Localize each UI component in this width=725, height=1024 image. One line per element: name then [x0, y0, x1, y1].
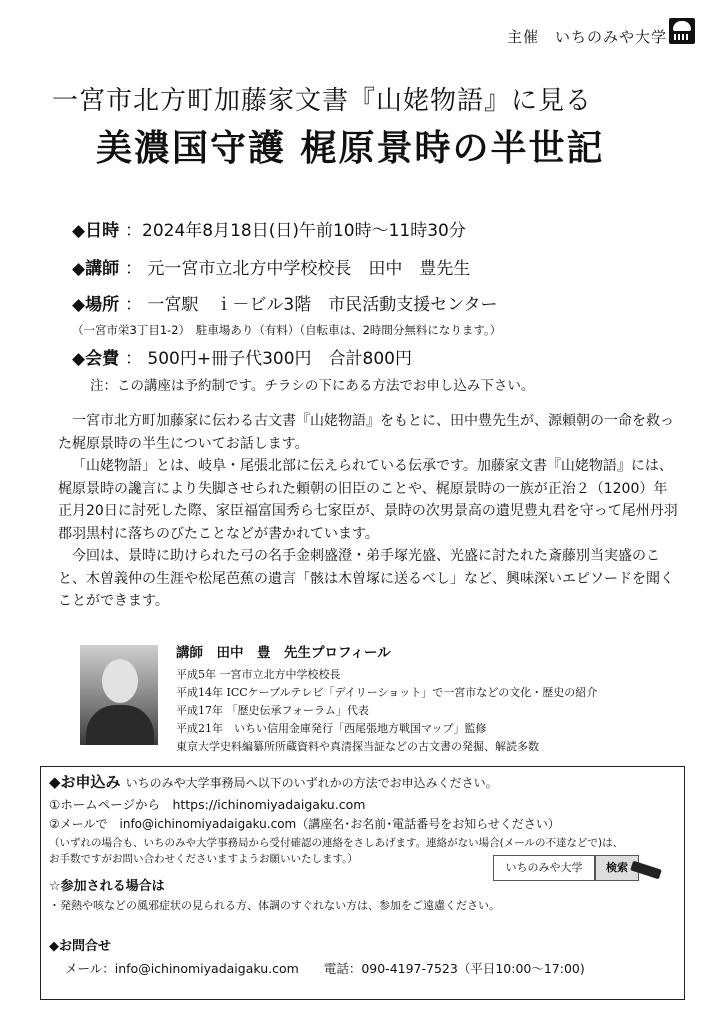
organizer-label: 主催 いちのみや大学 [506, 28, 667, 46]
place-note: （一宮市栄3丁目1-2） 駐車場あり（有料）（自転車は、2時間分無料になります。） [72, 323, 502, 337]
participation-heading: ☆参加される場合は [49, 879, 165, 894]
place-row [72, 290, 498, 315]
application-note-2: お手数ですがお問い合わせくださいますようお願いいたします。） [49, 853, 358, 865]
event-title: 美濃国守護 梶原景時の半世記 [96, 127, 605, 169]
application-description: いちのみや大学事務局へ以下のいずれかの方法でお申込みください。 [125, 776, 498, 790]
profile-line: 東京大学史料編纂所所蔵資料や真清探当証などの古文書の発掘、解読多数 [176, 740, 539, 753]
search-box[interactable]: いちのみや大学 [493, 855, 595, 881]
contact-text: メール：info@ichinomiyadaigaku.com 電話：090-4197-7523（平日10:00～17:00) [65, 961, 585, 976]
application-heading: ◆お申込み [49, 773, 121, 791]
application-heading-row [49, 771, 498, 792]
lecturer-value: ： 元一宮市立北方中学校校長 田中 豊先生 [125, 259, 471, 279]
lecturer-label: ◆講師 [72, 259, 120, 279]
date-label: ◆日時 [72, 221, 120, 241]
date-row [72, 216, 466, 241]
contact-heading: ◆お問合せ [49, 939, 111, 954]
profile-line: 平成14年 ICCケーブルテレビ「デイリーショット」で一宮市などの文化・歴史の紹介 [176, 686, 598, 699]
fee-label: ◆会費 [72, 349, 120, 369]
profile-line: 平成17年 「歴史伝承フォーラム」代表 [176, 704, 369, 717]
method-homepage[interactable]: ①ホームページから https://ichinomiyadaigaku.com [49, 797, 366, 812]
fee-value: ： 500円+冊子代300円 合計800円 [125, 349, 412, 369]
lecturer-photo [80, 645, 158, 745]
application-box [40, 766, 685, 1000]
reservation-note: 注：この講座は予約制です。チラシの下にある方法でお申し込み下さい。 [90, 378, 535, 394]
participation-text: ・発熱や咳などの風邪症状の見られる方、体調のすぐれない方は、参加をご遠慮ください。 [49, 899, 500, 912]
method-email[interactable]: ②メールで info@ichinomiyadaigaku.com（講座名･お名前･電話番号をお知らせください） [49, 817, 560, 831]
university-logo-icon [669, 18, 695, 44]
fee-row [72, 344, 412, 369]
event-subtitle: 一宮市北方町加藤家文書『山姥物語』に見る [52, 86, 593, 116]
date-value: ：2024年8月18日(日)午前10時～11時30分 [125, 221, 466, 241]
application-note-1: （いずれの場合も、いちのみや大学事務局から受付確認の連絡をさしあげます。連絡がない場合(メールの不達などで)は、 [49, 837, 624, 849]
description-paragraph-2: 「山姥物語」とは、岐阜・尾張北部に伝えられている伝承です。加藤家文書『山姥物語』には、梶原景時の讒言により失脚させられた頼朝の旧臣のことや、梶原景時の一族が正治２（1200）年正月20日に討死した際、家臣福富国秀ら七家臣が、景時の次男景高の遺児豊丸君を守って尾州丹羽郡羽黒村に落ちのびたことなどが書かれています。 [58, 458, 678, 542]
search-button[interactable]: 検索 [595, 855, 639, 881]
place-label: ◆場所 [72, 295, 120, 315]
profile-line: 平成21年 いちい信用金庫発行「西尾張地方戦国マップ」監修 [176, 722, 487, 735]
place-value: ： 一宮駅 ｉ－ビル3階 市民活動支援センター [125, 295, 498, 315]
lecturer-row [72, 254, 470, 279]
profile-line: 平成5年 一宮市立北方中学校校長 [176, 668, 341, 681]
description-paragraph-3: 今回は、景時に助けられた弓の名手金刺盛澄・弟手塚光盛、光盛に討たれた斎藤別当実盛のこと、木曽義仲の生涯や松尾芭蕉の遺言「骸は木曽塚に送るべし」など、興味深いエピソードを聞くことができます。 [58, 548, 674, 609]
description [58, 410, 678, 613]
description-paragraph-1: 一宮市北方町加藤家に伝わる古文書『山姥物語』をもとに、田中豊先生が、源頼朝の一命を救った梶原景時の半生についてお話します。 [58, 413, 674, 452]
profile-title: 講師 田中 豊 先生プロフィール [176, 645, 391, 661]
